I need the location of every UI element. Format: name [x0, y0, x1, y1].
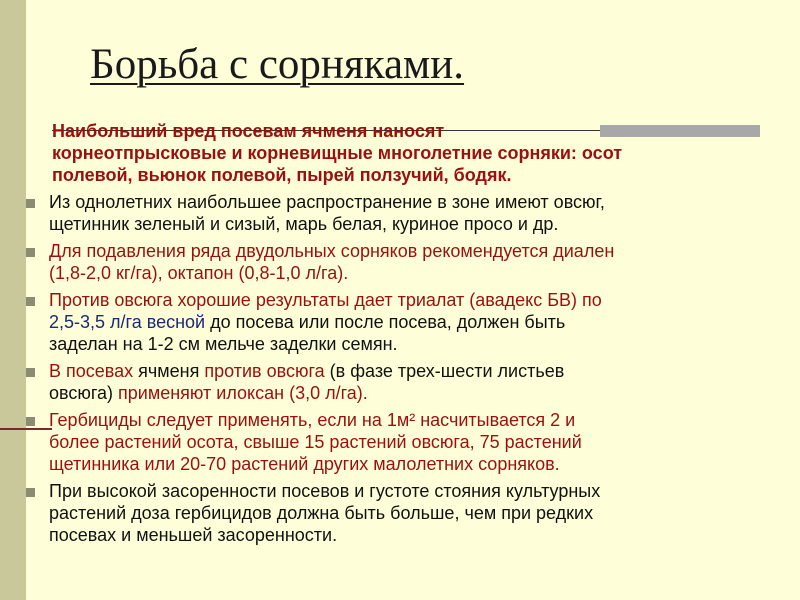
text-segment: полевой, вьюнок полевой, пырей ползучий, бодяк. — [52, 165, 512, 185]
text-segment: щетинника или 20-70 растений других малолетних сорняков. — [49, 454, 560, 474]
text-line — [49, 213, 605, 235]
text-line — [49, 431, 582, 453]
text-segment: более растений осота, свыше 15 растений овсюга, 75 растений — [49, 432, 582, 452]
text-line — [49, 191, 605, 213]
list-item — [22, 480, 762, 546]
bullet-marker — [26, 248, 35, 257]
text-line — [49, 382, 564, 404]
bullet-marker — [26, 368, 35, 377]
bullet-marker — [26, 417, 35, 426]
list-item-text — [49, 240, 614, 284]
text-segment: При высокой засоренности посевов и густоте стояния культурных — [49, 481, 601, 501]
text-line — [49, 289, 602, 311]
text-segment: (1,8-2,0 кг/га), октапон (0,8-1,0 л/га). — [49, 263, 349, 283]
bullet-list — [22, 120, 762, 551]
text-segment: применяют илоксан (3,0 л/га). — [118, 383, 368, 403]
text-segment: В посевах — [49, 361, 134, 381]
bullet-marker — [26, 297, 35, 306]
bullet-marker — [26, 488, 35, 497]
list-item-text — [49, 360, 564, 404]
list-item — [22, 360, 762, 404]
list-item — [22, 120, 762, 186]
text-segment: ячменя — [133, 361, 205, 381]
text-line — [49, 453, 582, 475]
text-segment: Гербициды следует применять, если на 1м² насчитывается 2 и — [49, 410, 576, 430]
list-item-text — [49, 191, 605, 235]
list-item-text — [49, 289, 602, 355]
slide-title: Борьба с сорняками. — [90, 41, 465, 88]
text-segment: Для подавления ряда двудольных сорняков рекомендуется диален — [49, 241, 615, 261]
list-item — [22, 409, 762, 475]
text-line — [49, 311, 602, 333]
list-item — [22, 289, 762, 355]
text-segment: посевах и меньшей засоренности. — [49, 525, 338, 545]
text-line — [49, 524, 600, 546]
list-item — [22, 191, 762, 235]
text-segment: (в фазе трех-шести листьев — [324, 361, 565, 381]
text-line — [49, 480, 600, 502]
text-line — [49, 240, 614, 262]
text-line — [49, 333, 602, 355]
text-segment: 2,5-3,5 л/га весной — [49, 312, 206, 332]
text-segment: Наибольший вред посевам ячменя наносят — [52, 121, 445, 141]
text-line — [49, 262, 614, 284]
list-item-text — [52, 120, 622, 186]
list-item — [22, 240, 762, 284]
text-line — [49, 409, 582, 431]
text-segment: Из однолетних наибольшее распространение в зоне имеют овсюг, — [49, 192, 605, 212]
text-segment: корнеотпрысковые и корневищные многолетние сорняки: осот — [52, 143, 623, 163]
text-segment: растений доза гербицидов должна быть больше, чем при редких — [49, 503, 594, 523]
text-line — [49, 360, 564, 382]
text-line — [52, 164, 622, 186]
text-line — [52, 142, 622, 164]
text-line — [49, 502, 600, 524]
text-segment: заделан на 1-2 см мельче заделки семян. — [49, 334, 398, 354]
bullet-marker — [26, 199, 35, 208]
list-item-text — [49, 480, 600, 546]
list-item-text — [49, 409, 582, 475]
text-segment: против овсюга — [204, 361, 325, 381]
text-segment: Против овсюга хорошие результаты дает триалат (авадекс БВ) по — [49, 290, 602, 310]
text-segment: щетинник зеленый и сизый, марь белая, куриное просо и др. — [49, 214, 559, 234]
text-segment: до посева или после посева, должен быть — [205, 312, 566, 332]
text-line — [52, 120, 622, 142]
text-segment: овсюга) — [49, 383, 119, 403]
